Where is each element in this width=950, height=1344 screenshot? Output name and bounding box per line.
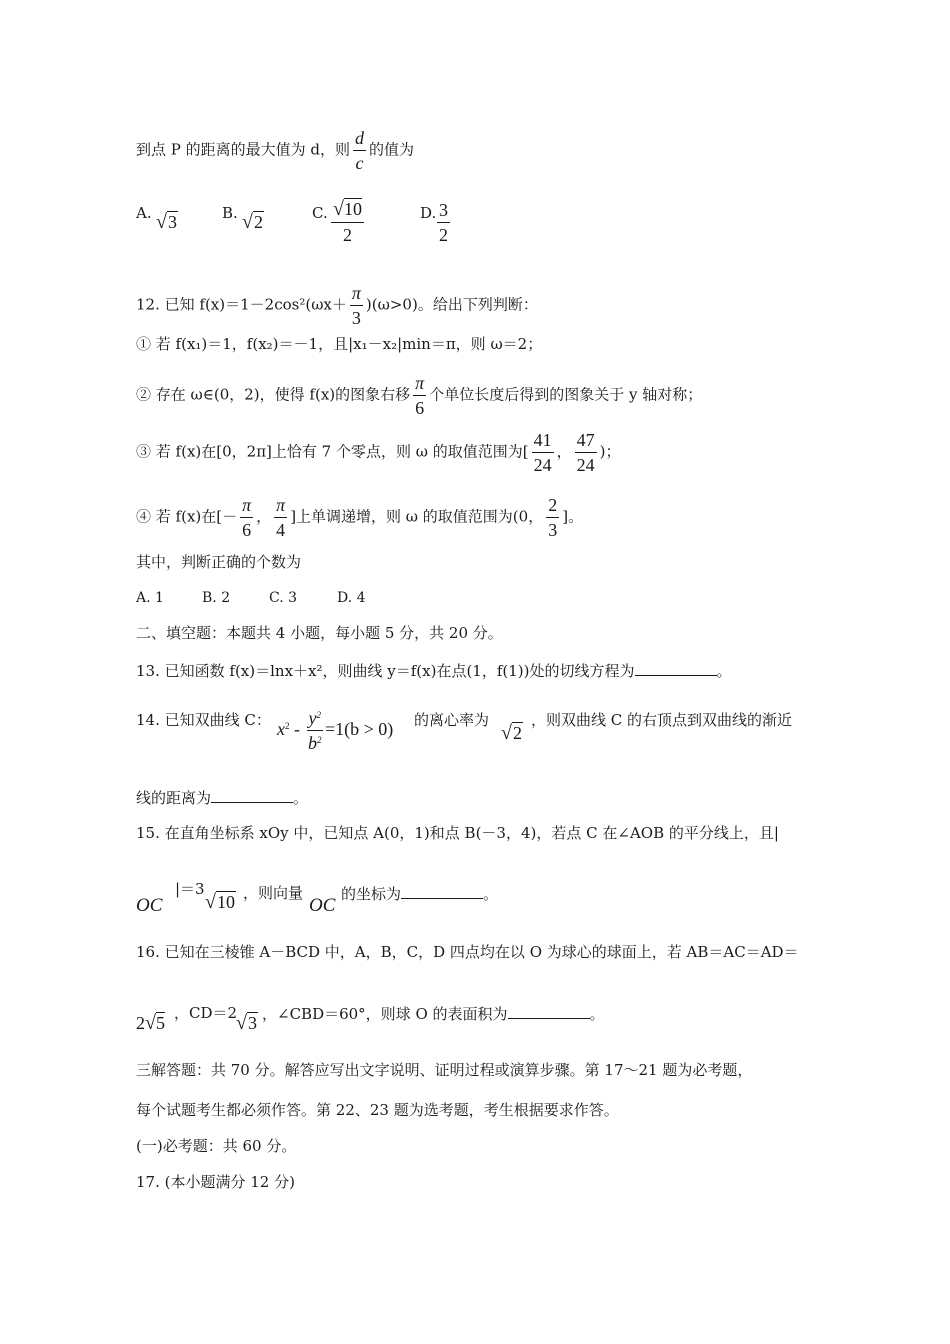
q16-tail bbox=[262, 1006, 605, 1022]
q12-item3-sep: ， bbox=[556, 442, 572, 461]
q14-sqrt2: √2 bbox=[501, 722, 522, 744]
q14-answer-blank[interactable] bbox=[211, 790, 293, 803]
q12-item4-a: ④ 若 f(x)在[－ bbox=[136, 507, 238, 526]
q12-item2-pi: π bbox=[413, 373, 426, 396]
q16-sqrt3: √3 bbox=[236, 1012, 257, 1034]
q11-prefix: 到点 P 的距离的最大值为 d，则 bbox=[136, 140, 351, 159]
q12-item4-sep: ， bbox=[256, 507, 272, 526]
q15-radicand: 10 bbox=[216, 892, 235, 912]
q12-option-d: D. 4 bbox=[337, 590, 366, 606]
q12-option-a: A. 1 bbox=[136, 590, 164, 606]
q11-option-c-value: $\frac{√10}{2}$ bbox=[333, 198, 362, 245]
q15-tail bbox=[341, 886, 498, 902]
q12-item4-frac1 bbox=[240, 495, 253, 540]
q14-eq-den: $b^2$ bbox=[308, 732, 322, 753]
q11-frac-num: d bbox=[353, 128, 366, 151]
q14-eq-y: y bbox=[308, 708, 317, 728]
q12-item3-frac1 bbox=[532, 430, 554, 475]
section-2-heading: 二、填空题：本题共 4 小题，每小题 5 分，共 20 分。 bbox=[136, 624, 503, 642]
q11-option-d-den: 2 bbox=[439, 224, 448, 245]
q12-stem-b: )(ω>0)。给出下列判断： bbox=[365, 295, 538, 314]
q16-answer-blank[interactable] bbox=[508, 1006, 590, 1019]
q11-option-d-value bbox=[437, 200, 450, 245]
q13-text: 13. 已知函数 f(x)＝lnx＋x²，则曲线 y＝f(x)在点(1，f(1))处的切线方程为 bbox=[136, 662, 635, 680]
section-3-heading-line2: 每个试题考生都必须作答。第 22、23 题为选考题，考生根据要求作答。 bbox=[136, 1101, 619, 1119]
q13 bbox=[136, 663, 732, 679]
q16-radicand2: 3 bbox=[247, 1013, 257, 1033]
q12-three: 3 bbox=[351, 307, 361, 328]
q11-suffix: 的值为 bbox=[369, 140, 415, 159]
q12-conclusion: 其中，判断正确的个数为 bbox=[136, 553, 302, 571]
q14-prefix: 14. 已知双曲线 C： bbox=[136, 711, 271, 729]
q11-option-b-radicand: 2 bbox=[253, 212, 263, 232]
required-questions-heading: (一)必考题：共 60 分。 bbox=[136, 1137, 297, 1155]
q11-option-c-den: 2 bbox=[342, 225, 352, 245]
q12-item3-frac2 bbox=[575, 430, 597, 475]
q12-item4-d1: 6 bbox=[242, 519, 252, 540]
q11-frac-den: c bbox=[355, 152, 364, 173]
q12-item4-n3: 2 bbox=[546, 495, 559, 518]
q16-2sqrt5: 2√5 bbox=[136, 1012, 165, 1034]
section-3-heading-line1: 三解答题：共 70 分。解答应写出文字说明、证明过程或演算步骤。第 17～21 题为必考题， bbox=[136, 1061, 753, 1079]
q12-item4-b: ]上单调递增，则 ω 的取值范围为(0， bbox=[290, 507, 544, 526]
q12-item3-n2: 47 bbox=[575, 430, 597, 453]
q12-item4-frac3 bbox=[546, 495, 559, 540]
q14-line2-text: 线的距离为 bbox=[136, 789, 212, 807]
q12-item3-a: ③ 若 f(x)在[0，2π]上恰有 7 个零点，则 ω 的取值范围为[ bbox=[136, 442, 529, 461]
q15-answer-blank[interactable] bbox=[401, 886, 483, 899]
q16-line1: 16. 已知在三棱锥 A－BCD 中，A，B，C，D 四点均在以 O 为球心的球面上，若 AB＝AC＝AD＝ bbox=[136, 943, 799, 961]
q12-item3-d1: 24 bbox=[533, 454, 552, 475]
q15-vector-oc-2: OC bbox=[309, 895, 336, 916]
q12-item4-frac2 bbox=[274, 495, 287, 540]
q12-option-b: B. 2 bbox=[202, 590, 231, 606]
q11-fraction bbox=[353, 128, 366, 173]
q17-heading: 17. (本小题满分 12 分) bbox=[136, 1173, 295, 1191]
q15-mid2: ，则向量 bbox=[243, 884, 304, 902]
q11-option-a-label: A. bbox=[136, 204, 152, 222]
q16-mid2: ，∠CBD＝60°，则球 O 的表面积为 bbox=[262, 1005, 508, 1023]
q12-item2-a: ② 存在 ω∈(0，2)，使得 f(x)的图象右移 bbox=[136, 385, 411, 404]
q14-suffix: ，则双曲线 C 的右顶点到双曲线的渐近 bbox=[531, 711, 793, 729]
q14-eq-b: b bbox=[308, 732, 317, 753]
q12-item4-pi1: π bbox=[240, 495, 253, 518]
q15-vector-oc-1: OC bbox=[136, 895, 163, 916]
q11-option-b-label: B. bbox=[222, 204, 238, 222]
q14-eq-minus: - bbox=[289, 718, 305, 739]
q12-item-3 bbox=[136, 430, 620, 475]
q14-radicand: 2 bbox=[512, 723, 522, 743]
q12-item3-d2: 24 bbox=[576, 454, 595, 475]
q11-option-a-radicand: 3 bbox=[167, 212, 177, 232]
q12-item2-b: 个单位长度后得到的图象关于 y 轴对称； bbox=[429, 385, 703, 404]
q15-mid1: |＝3 bbox=[175, 880, 205, 898]
q15-line1: 15. 在直角坐标系 xOy 中，已知点 A(0，1)和点 B(－3，4)，若点 C 在∠AOB 的平分线上，且| bbox=[136, 824, 779, 842]
q16-end: 。 bbox=[589, 1005, 605, 1023]
q12-option-c: C. 3 bbox=[269, 590, 298, 606]
q14-eq-x: x bbox=[277, 718, 285, 739]
q12-item4-d3: 3 bbox=[548, 519, 558, 540]
q12-item3-b: )； bbox=[599, 442, 621, 461]
q16-coef1: 2 bbox=[136, 1013, 145, 1033]
q11-option-d-num: 3 bbox=[437, 200, 450, 223]
q12-item2-fraction bbox=[413, 373, 426, 418]
q12-item-4 bbox=[136, 495, 583, 540]
q12-item4-pi2: π bbox=[274, 495, 287, 518]
q16-radicand1: 5 bbox=[155, 1013, 165, 1033]
q12-stem bbox=[136, 283, 538, 328]
q12-item-1: ① 若 f(x₁)＝1，f(x₂)＝－1，且|x₁－x₂|min＝π，则 ω＝2； bbox=[136, 335, 543, 353]
q12-item4-d2: 4 bbox=[276, 519, 286, 540]
q15-sqrt10: √10 bbox=[205, 891, 235, 913]
q14-eq-rest: =1(b > 0) bbox=[325, 718, 394, 739]
q11-option-b-value: √2 bbox=[242, 211, 263, 233]
q13-answer-blank[interactable] bbox=[635, 663, 717, 676]
q14-eq-num: $y^2$ bbox=[307, 708, 324, 731]
q15-end: 。 bbox=[483, 885, 499, 903]
q12-item-2 bbox=[136, 373, 702, 418]
q14-line2 bbox=[136, 790, 308, 806]
q13-end: 。 bbox=[716, 662, 732, 680]
q11-option-d-label: D. bbox=[420, 204, 437, 222]
q16-mid1: ，CD＝2 bbox=[174, 1004, 238, 1022]
q12-item2-den: 6 bbox=[415, 397, 425, 418]
q14-equation: $x^2$ - $\frac{y^2}{b^2}$ =1(b > 0) bbox=[277, 708, 394, 753]
q11-option-c-label: C. bbox=[312, 204, 328, 222]
q12-item4-c: ]。 bbox=[562, 507, 584, 526]
q12-stem-a: 12. 已知 f(x)＝1－2cos²(ωx＋ bbox=[136, 295, 347, 314]
q11-stem bbox=[136, 128, 414, 173]
q14-mid: 的离心率为 bbox=[414, 711, 490, 729]
q12-pi: π bbox=[350, 283, 363, 306]
q12-item3-n1: 41 bbox=[532, 430, 554, 453]
q11-option-a-value: √3 bbox=[156, 211, 177, 233]
q14-end: 。 bbox=[293, 789, 309, 807]
q15-mid3: 的坐标为 bbox=[341, 885, 402, 903]
q12-pi-over-3 bbox=[350, 283, 363, 328]
q11-option-c-radicand: 10 bbox=[343, 199, 362, 219]
